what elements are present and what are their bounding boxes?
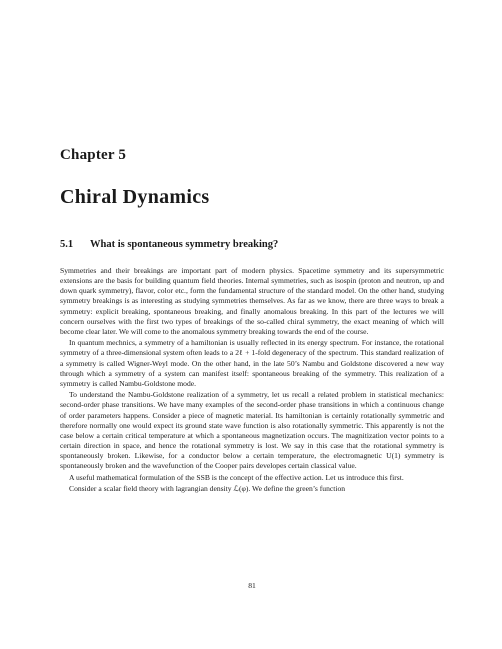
paragraph-3: To understand the Nambu-Goldstone realization of a symmetry, let us recall a related problem in statistical mechanics: second-order phase transitions. We have many examples of the second-order phase transitions in which a continuous change of order parameters happens. Consider a piece of magnetic material. Its hamiltonian is certainly rotationally symmetric and therefore normally one would expect its ground state wave function is also rotationally symmetric. This apparently is not the case below a certain critical temperature at which a spontaneous magnetization occurs. The magnitization vector points to a certain direction in space, and hence the rotational symmetry is lost. We say in this case that the rotational symmetry is spontaneously broken. Likewise, for a conductor below a certain temperature, the electromagnetic U(1) symmetry is spontaneously broken and the wavefunction of the Cooper pairs developes certain classical value. bbox=[60, 390, 444, 471]
section-title: What is spontaneous symmetry breaking? bbox=[90, 239, 279, 250]
section-number: 5.1 bbox=[60, 239, 74, 250]
paragraph-4: A useful mathematical formulation of the SSB is the concept of the effective action. Let us introduce this first. bbox=[69, 472, 404, 482]
chapter-label: Chapter 5 bbox=[60, 147, 127, 163]
chapter-title: Chiral Dynamics bbox=[60, 186, 210, 208]
document-page bbox=[60, 0, 444, 649]
paragraph-5: Consider a scalar field theory with lagrangian density ℒ(φ). We define the green’s function bbox=[69, 484, 346, 494]
section-heading bbox=[60, 239, 444, 250]
paragraph-2: In quantum mechnics, a symmetry of a hamiltonian is usually reflected in its energy spectrum. For instance, the rotational symmetry of a three-dimensional system often leads to a 2ℓ + 1-fold degeneracy of the spectrum. This standard realization of a symmetry is called Wigner-Weyl mode. On the other hand, in the late 50’s Nambu and Goldstone discovered a new way through which a symmetry of a system can manifest itself: spontaneous breaking of the symmetry. This realization of a symmetry is called Nambu-Goldstone mode. bbox=[60, 338, 444, 388]
page-number: 81 bbox=[248, 581, 256, 590]
body-text bbox=[60, 266, 444, 495]
paragraph-1: Symmetries and their breakings are important part of modern physics. Spacetime symmetry and its supersymmetric extensions are the basis for building quantum field theories. Internal symmetries, such as isospin (proton and neutron, up and down quark symmetry), flavor, color etc., form the fundamental structure of the standard model. On the other hand, studying symmetry breakings is as interesting as studying symmetries themselves. As far as we know, there are three ways to break a symmetry: explicit breaking, spontaneous breaking, and finally anomalous breaking. In this part of the lectures we will concern ourselves with the first two types of breakings of the so-called chiral symmetry, the exact meaning of which will become clear later. We will come to the anomalous symmetry breaking towards the end of the course. bbox=[60, 266, 444, 336]
